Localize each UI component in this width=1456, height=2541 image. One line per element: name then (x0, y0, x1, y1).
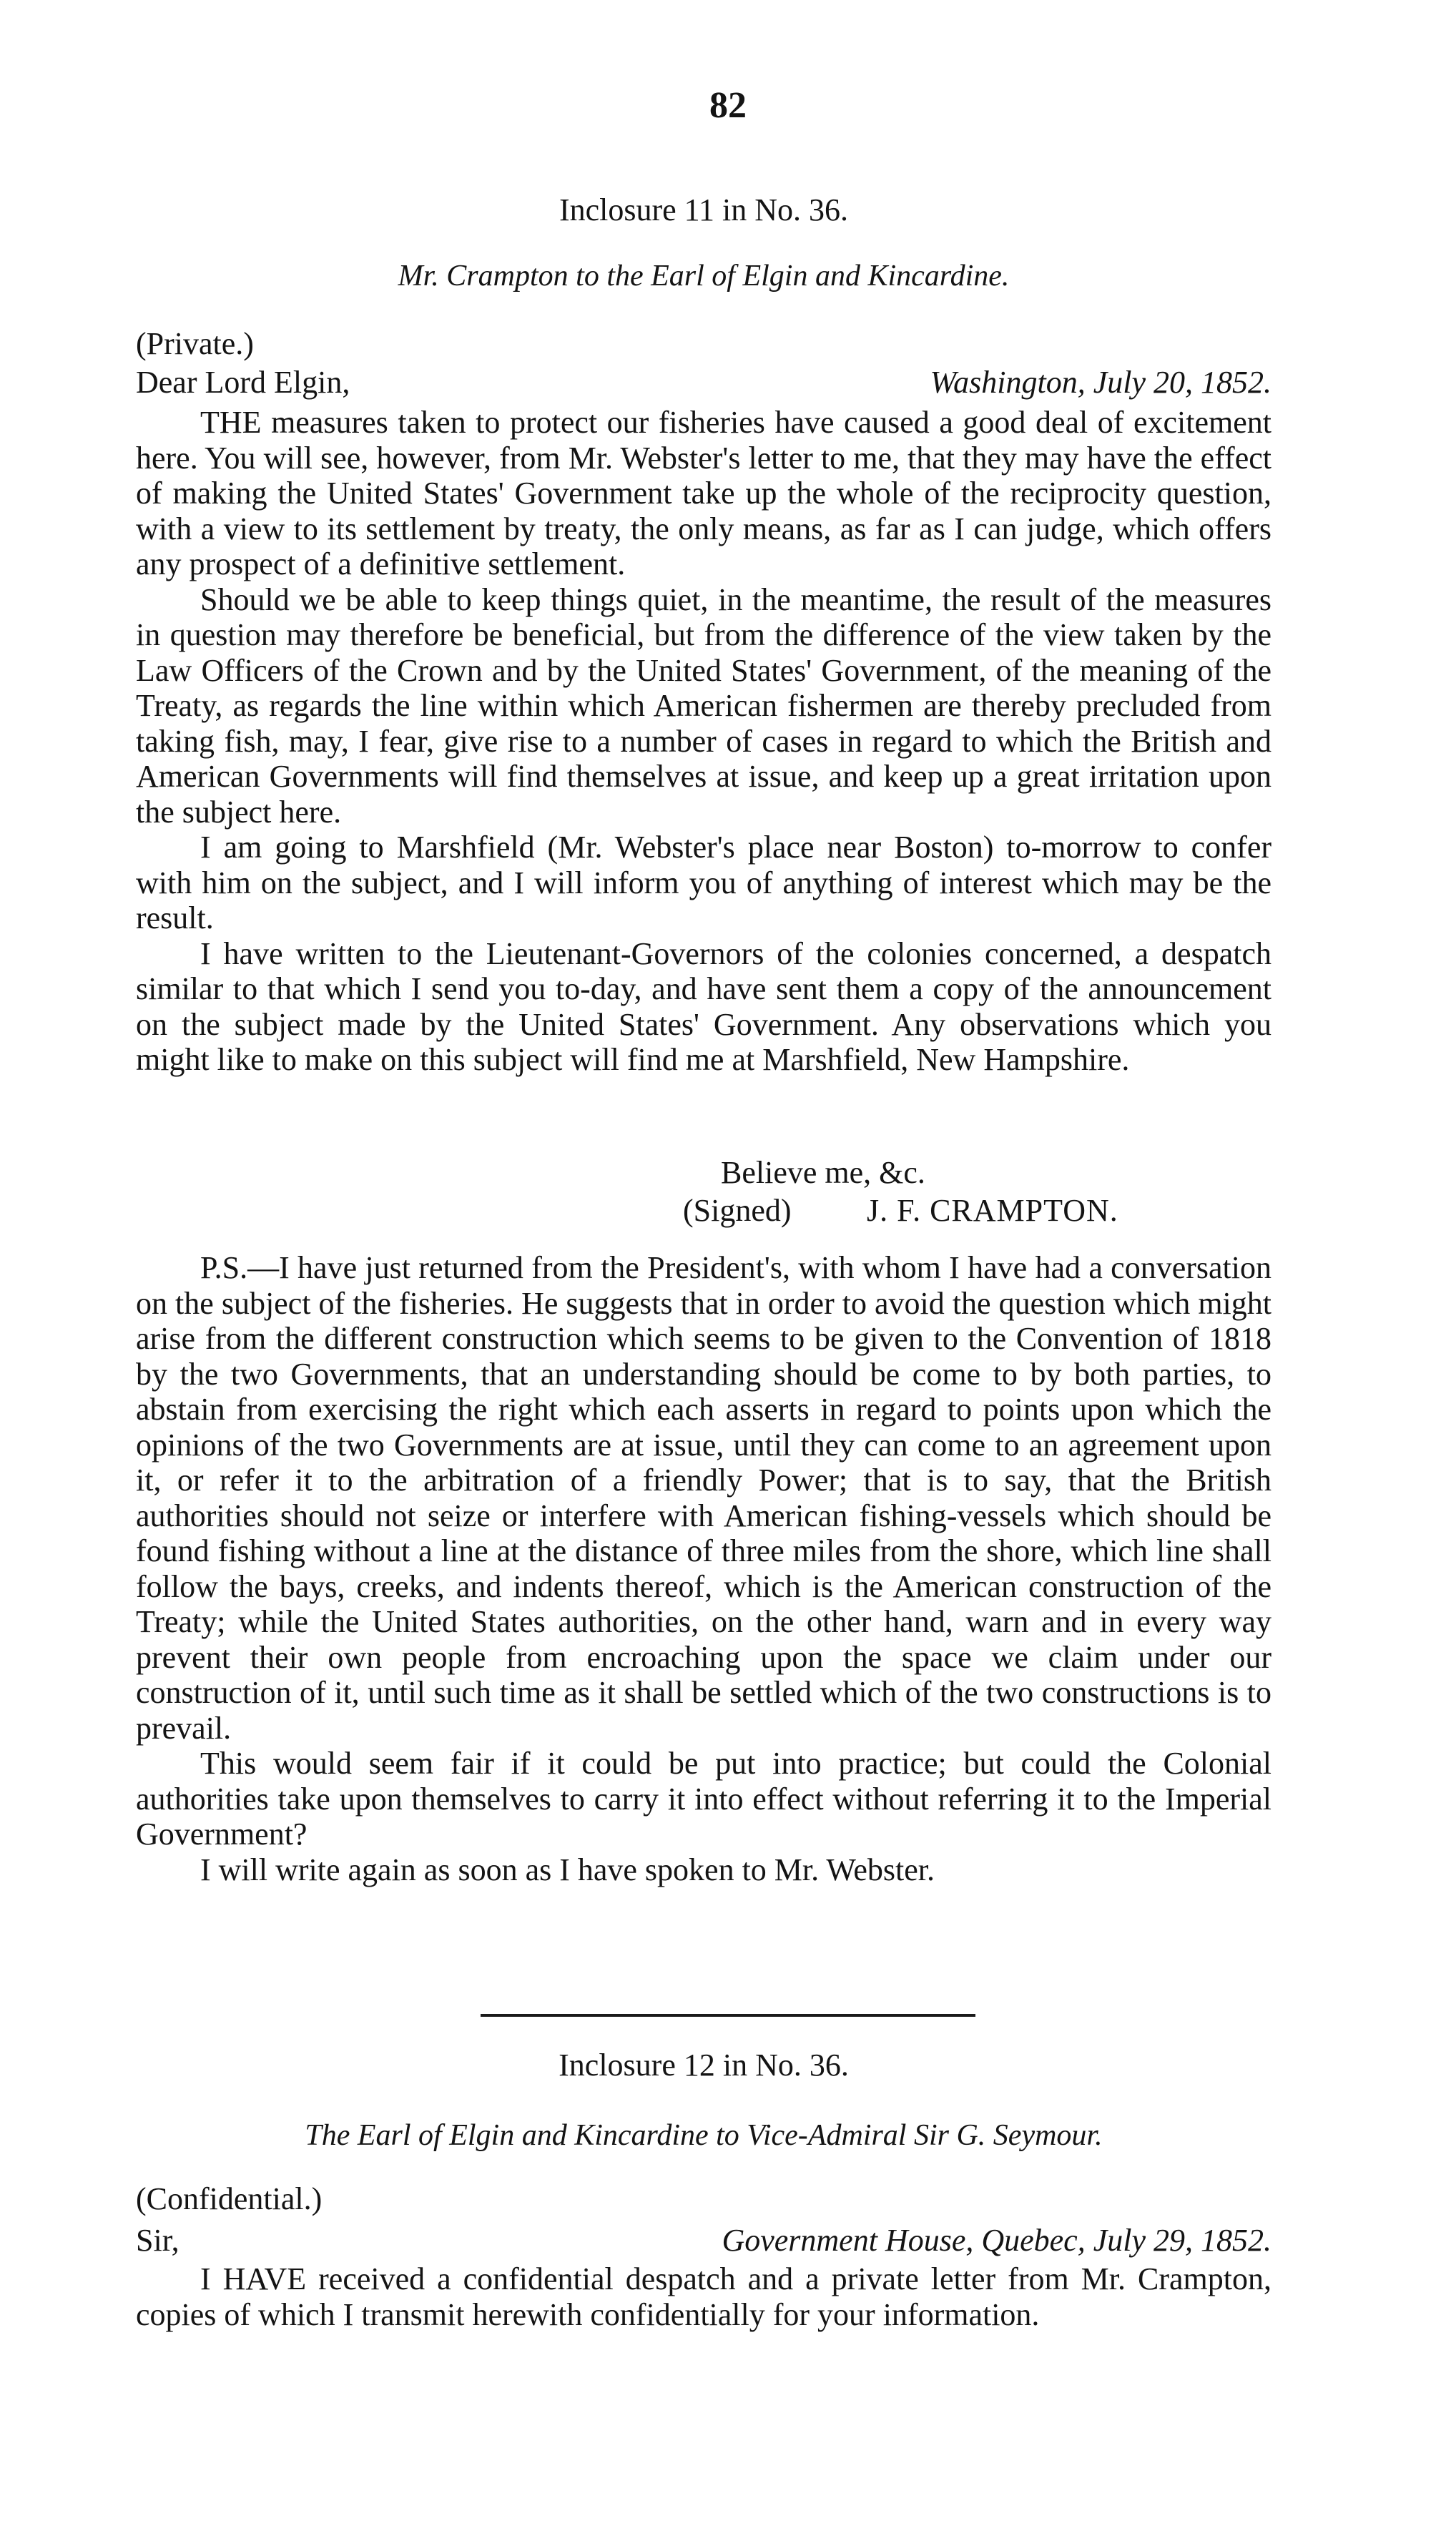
postscript (136, 1250, 1271, 1887)
salutation: Dear Lord Elgin, (136, 365, 350, 400)
letter-1-salutation-row (136, 365, 1271, 400)
paragraph: THE measures taken to protect our fisheries have caused a good deal of excitement here. You will see, however, from Mr. Webster's letter to me, that they may have the effect of making the United States' Government take up the whole of the reciprocity question, with a view to its settlement by treaty, the only means, as far as I can judge, which offers any prospect of a definitive settlement. (136, 405, 1271, 581)
paragraph: Should we be able to keep things quiet, in the meantime, the result of the measures in question may therefore be beneficial, but from the difference of the view taken by the Law Officers of the Crown and by the United States' Government, of the meaning of the Treaty, as regards the line within which American fishermen are thereby precluded from taking fish, may, I fear, give rise to a number of cases in regard to which the British and American Governments will find themselves at issue, and keep up a great irritation upon the subject here. (136, 581, 1271, 830)
salutation: Sir, (136, 2223, 179, 2258)
letter-1-body (136, 405, 1271, 1078)
closing: Believe me, &c. (721, 1155, 925, 1190)
paragraph: I am going to Marshfield (Mr. Webster's place near Boston) to-morrow to confer with him on the subject, and I will inform you of anything of interest which may be the result. (136, 830, 1271, 935)
paragraph: P.S.—I have just returned from the President's, with whom I have had a conversation on the subject of the fisheries. He suggests that in order to avoid the question which might arise from the different construction which seems to be given to the Convention of 1818 by the two Governments, that an understanding should be come to by both parties, to abstain from exercising the right which each asserts in regard to points upon which the opinions of the two Governments are at issue, until they can come to an agreement upon it, or refer it to the arbitration of a friendly Power; that is to say, that the British authorities should not seize or interfere with American fishing-vessels which should be found fishing without a line at the distance of three miles from the shore, which line shall follow the bays, creeks, and indents thereof, which is the American construction of the Treaty; while the United States authorities, on the other hand, warn and in every way prevent their own people from encroaching upon the space we claim under our construction of it, until such time as it shall be settled which of the two constructions is to prevail. (136, 1250, 1271, 1746)
letter-1-title: Mr. Crampton to the Earl of Elgin and Kincardine. (398, 260, 1010, 293)
signed-label: (Signed) (683, 1193, 792, 1228)
letter-2-title: The Earl of Elgin and Kincardine to Vice-Admiral Sir G. Seymour. (305, 2119, 1103, 2152)
paragraph: I HAVE received a confidential despatch and a private letter from Mr. Crampton, copies of which I transmit herewith confidentially for your information. (136, 2261, 1271, 2332)
paragraph: I will write again as soon as I have spoken to Mr. Webster. (200, 1852, 935, 1887)
confidential-marker: (Confidential.) (136, 2181, 323, 2216)
inclosure-11-heading: Inclosure 11 in No. 36. (559, 192, 849, 227)
place-date: Washington, July 20, 1852. (930, 365, 1271, 400)
letter-2-salutation-row (136, 2223, 1271, 2259)
signature: J. F. CRAMPTON. (867, 1193, 1118, 1228)
private-marker: (Private.) (136, 326, 254, 361)
inclosure-12-heading: Inclosure 12 in No. 36. (559, 2048, 849, 2083)
page-number: 82 (709, 85, 747, 126)
letter-2-body (136, 2261, 1271, 2332)
section-divider (481, 2014, 975, 2017)
place-date: Government House, Quebec, July 29, 1852. (722, 2223, 1271, 2258)
paragraph: I have written to the Lieutenant-Governors of the colonies concerned, a despatch similar to that which I send you to-day, and have sent them a copy of the announcement on the subject made by the United States' Government. Any observations which you might like to make on this subject will find me at Marshfield, New Hampshire. (136, 935, 1271, 1077)
paragraph: This would seem fair if it could be put into practice; but could the Colonial authorities take upon themselves to carry it into effect without referring it to the Imperial Government? (136, 1746, 1271, 1852)
